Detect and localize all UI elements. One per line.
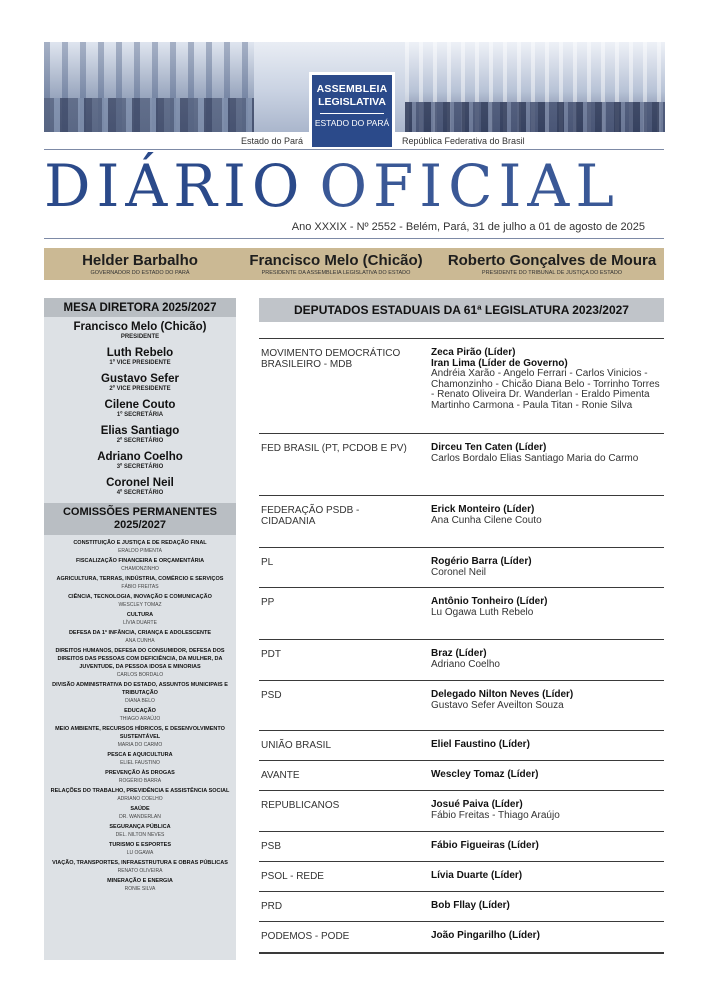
party-row	[259, 433, 664, 495]
official-name: Helder Barbalho	[82, 252, 198, 269]
official-court-president	[442, 252, 662, 276]
party-row	[259, 891, 664, 921]
commission-name: CIÊNCIA, TECNOLOGIA, INOVAÇÃO E COMUNICAÇÃO	[68, 594, 212, 600]
party-name: PSD	[261, 690, 282, 701]
party-deputies	[431, 901, 661, 912]
commission-item	[44, 769, 236, 785]
party-row	[259, 921, 664, 951]
commission-name: FISCALIZAÇÃO FINANCEIRA E ORÇAMENTÁRIA	[75, 558, 205, 564]
commission-item	[44, 725, 236, 749]
commission-item	[44, 841, 236, 857]
commission-president: CHAMONZINHO	[121, 566, 159, 572]
commission-item	[44, 629, 236, 645]
mesa-member-role: 1º SECRETÁRIA	[116, 412, 164, 418]
party-name: PP	[261, 597, 275, 608]
logo-line-2: LEGISLATIVA	[318, 96, 386, 108]
mesa-member-role: 3º SECRETÁRIO	[116, 464, 164, 470]
party-row	[259, 680, 664, 730]
mesa-member	[44, 425, 236, 444]
commission-president: FÁBIO FREITAS	[121, 584, 159, 590]
party-members: Gustavo Sefer Aveilton Souza	[431, 699, 564, 711]
commission-president: MARIA DO CARMO	[117, 742, 163, 748]
official-role: PRESIDENTE DO TRIBUNAL DE JUSTIÇA DO ESTADO	[481, 270, 623, 276]
party-deputies	[431, 740, 661, 751]
party-leader: Eliel Faustino (Líder)	[431, 739, 530, 750]
party-deputies	[431, 770, 661, 781]
masthead-word-diario: DIÁRIO	[44, 152, 306, 220]
official-role: GOVERNADOR DO ESTADO DO PARÁ	[90, 270, 190, 276]
commission-item	[44, 647, 236, 679]
commission-president: DEL. NILTON NEVES	[115, 832, 165, 838]
commission-president: RENATO OLIVEIRA	[117, 868, 163, 874]
masthead-title	[44, 154, 664, 218]
commission-president: ANA CUNHA	[125, 638, 155, 644]
party-deputies	[431, 871, 661, 882]
commission-president: WESCLEY TOMAZ	[118, 602, 162, 608]
party-deputies	[431, 800, 661, 821]
party-leader: Iran Lima (Líder de Governo)	[431, 357, 568, 369]
party-deputies	[431, 649, 661, 670]
party-members: Fábio Freitas - Thiago Araújo	[431, 809, 560, 821]
logo-line-1: ASSEMBLEIA	[316, 83, 388, 95]
party-leader: Antônio Tonheiro (Líder)	[431, 596, 548, 607]
party-row	[259, 831, 664, 861]
commission-president: ERALDO PIMENTA	[118, 548, 162, 554]
commission-name: SAÚDE	[130, 806, 150, 812]
commission-name: CONSTITUIÇÃO E JUSTIÇA E DE REDAÇÃO FINAL	[73, 540, 207, 546]
commission-item	[44, 611, 236, 627]
officials-band	[44, 248, 664, 280]
party-row	[259, 861, 664, 891]
mesa-member-name: Elias Santiago	[100, 425, 180, 437]
commissions-list	[44, 535, 236, 893]
commission-item	[44, 751, 236, 767]
party-leader: Erick Monteiro (Líder)	[431, 504, 535, 515]
official-name: Roberto Gonçalves de Moura	[447, 252, 657, 269]
official-name: Francisco Melo (Chicão)	[249, 252, 423, 269]
party-leader: Lívia Duarte (Líder)	[431, 870, 523, 881]
assembly-chamber-photo	[44, 42, 254, 132]
party-members: Andréia Xarão - Angelo Ferrari - Carlos Vinicios - Chamonzinho - Chicão Diana Belo - Torrinho Torres - Renato Oliveira Dr. Wanderlan - Eraldo Pimenta Martinho Carmona - Paula Titan - Ronie Silva	[431, 368, 660, 411]
deputies-title: DEPUTADOS ESTADUAIS DA 61ª LEGISLATURA 2023/2027	[259, 298, 664, 322]
mesa-member-role: 4º SECRETÁRIO	[116, 490, 164, 496]
party-deputies	[431, 443, 661, 464]
party-deputies	[431, 348, 661, 411]
commission-item	[44, 575, 236, 591]
mesa-members	[44, 317, 236, 496]
republic-label: República Federativa do Brasil	[402, 136, 525, 146]
mesa-member-name: Francisco Melo (Chicão)	[73, 321, 207, 333]
header-rule-top	[44, 149, 664, 150]
commission-item	[44, 557, 236, 573]
party-row	[259, 495, 664, 547]
commission-item	[44, 593, 236, 609]
commission-name: RELAÇÕES DO TRABALHO, PREVIDÊNCIA E ASSISTÊNCIA SOCIAL	[50, 788, 230, 794]
assembly-building-photo	[405, 42, 665, 132]
party-row	[259, 760, 664, 790]
party-deputies	[431, 690, 661, 711]
mesa-member-name: Gustavo Sefer	[101, 373, 179, 385]
party-leader: Rogério Barra (Líder)	[431, 556, 532, 567]
commission-name: EDUCAÇÃO	[124, 708, 156, 714]
commission-name: CULTURA	[126, 612, 154, 618]
commission-president: DIANA BELO	[125, 698, 155, 704]
commission-item	[44, 681, 236, 705]
commission-president: ADRIANO COELHO	[117, 796, 163, 802]
party-deputies	[431, 841, 661, 852]
party-name: AVANTE	[261, 770, 300, 781]
party-deputies	[431, 931, 661, 942]
party-row	[259, 730, 664, 760]
party-members: Coronel Neil	[431, 566, 487, 578]
party-name: REPUBLICANOS	[261, 800, 340, 811]
party-deputies	[431, 597, 661, 618]
party-deputies	[431, 557, 661, 578]
assembly-logo	[309, 72, 395, 150]
commission-president: LÍVIA DUARTE	[123, 620, 157, 626]
party-name: FEDERAÇÃO PSDB - CIDADANIA	[261, 505, 360, 527]
commission-name: SEGURANÇA PÚBLICA	[109, 824, 171, 830]
mesa-member	[44, 321, 236, 340]
mesa-member-name: Coronel Neil	[106, 477, 174, 489]
commission-name: DIREITOS HUMANOS, DEFESA DO CONSUMIDOR, DEFESA DOS DIREITOS DAS PESSOAS COM DEFICIÊNCIA, DA MULHER, DA JUVENTUDE, DA PESSOA IDOSA E MINORIAS	[55, 648, 225, 670]
commission-president: ROGÉRIO BARRA	[118, 778, 162, 784]
party-leader: Delegado Nilton Neves (Líder)	[431, 689, 574, 700]
mesa-member-name: Luth Rebelo	[106, 347, 174, 359]
mesa-member-name: Adriano Coelho	[97, 451, 183, 463]
commission-item	[44, 823, 236, 839]
commissions-title-line2: 2025/2027	[114, 519, 166, 531]
commission-name: MINERAÇÃO E ENERGIA	[107, 878, 173, 884]
mesa-member	[44, 373, 236, 392]
commission-name: VIAÇÃO, TRANSPORTES, INFRAESTRUTURA E OBRAS PÚBLICAS	[52, 860, 228, 866]
table-bottom-rule	[259, 952, 664, 954]
commissions-title	[44, 503, 236, 535]
party-name: PDT	[261, 649, 281, 660]
sidebar	[44, 298, 236, 960]
party-name: PSOL - REDE	[261, 871, 324, 882]
official-assembly-president	[236, 252, 436, 276]
party-row	[259, 639, 664, 680]
commission-president: DR. WANDERLAN	[119, 814, 161, 820]
logo-divider	[320, 113, 384, 114]
party-deputies	[431, 505, 661, 526]
party-leader: Josué Paiva (Líder)	[431, 799, 523, 810]
mesa-member	[44, 347, 236, 366]
commission-item	[44, 787, 236, 803]
party-members: Lu Ogawa Luth Rebelo	[431, 606, 534, 618]
party-leader: Bob Fllay (Líder)	[431, 900, 510, 911]
commission-president: CARLOS BORDALO	[116, 672, 164, 678]
party-row	[259, 547, 664, 587]
party-leader: João Pingarilho (Líder)	[431, 930, 540, 941]
commission-name: TURISMO E ESPORTES	[108, 842, 172, 848]
party-row	[259, 338, 664, 433]
masthead-word-oficial: OFICIAL	[319, 152, 620, 220]
mesa-member	[44, 477, 236, 496]
commission-name: DEFESA DA 1ª INFÂNCIA, CRIANÇA E ADOLESCENTE	[68, 630, 212, 636]
party-members: Carlos Bordalo Elias Santiago Maria do Carmo	[431, 452, 639, 464]
mesa-member-name: Cilene Couto	[104, 399, 176, 411]
party-leader: Wescley Tomaz (Líder)	[431, 769, 539, 780]
party-name: UNIÃO BRASIL	[261, 740, 332, 751]
commission-name: DIVISÃO ADMINISTRATIVA DO ESTADO, ASSUNTOS MUNICIPAIS E TRIBUTAÇÃO	[52, 682, 228, 696]
commission-president: ELIEL FAUSTINO	[120, 760, 160, 766]
party-name: PRD	[261, 901, 283, 912]
commission-president: RONIE SILVA	[124, 886, 156, 892]
commission-item	[44, 859, 236, 875]
mesa-member	[44, 399, 236, 418]
party-members: Adriano Coelho	[431, 658, 500, 670]
commission-president: THIAGO ARAÚJO	[119, 716, 161, 722]
party-name: PL	[261, 557, 274, 568]
commission-president: LU OGAWA	[126, 850, 154, 856]
commission-item	[44, 707, 236, 723]
edition-info: Ano XXXIX - Nº 2552 - Belém, Pará, 31 de julho a 01 de agosto de 2025	[291, 221, 645, 233]
party-name: MOVIMENTO DEMOCRÁTICO BRASILEIRO - MDB	[261, 348, 401, 370]
mesa-member	[44, 451, 236, 470]
mesa-member-role: PRESIDENTE	[120, 334, 160, 340]
commission-name: MEIO AMBIENTE, RECURSOS HÍDRICOS, E DESENVOLVIMENTO SUSTENTÁVEL	[55, 726, 225, 740]
party-name: PODEMOS - PODE	[261, 931, 350, 942]
party-row	[259, 790, 664, 831]
party-leader: Zeca Pirão (Líder)	[431, 347, 516, 358]
commission-name: PESCA E AQUICULTURA	[107, 752, 173, 758]
state-label: Estado do Pará	[240, 136, 303, 146]
party-members: Ana Cunha Cilene Couto	[431, 514, 542, 526]
official-governor	[50, 252, 230, 276]
logo-line-3: ESTADO DO PARÁ	[314, 118, 390, 128]
header-rule-bottom	[44, 238, 664, 239]
party-leader: Braz (Líder)	[431, 648, 487, 659]
mesa-member-role: 2º SECRETÁRIO	[116, 438, 164, 444]
party-leader: Fábio Figueiras (Líder)	[431, 840, 539, 851]
mesa-member-role: 2º VICE PRESIDENTE	[109, 386, 171, 392]
commission-item	[44, 805, 236, 821]
official-role: PRESIDENTE DA ASSEMBLEIA LEGISLATIVA DO ESTADO	[261, 270, 411, 276]
commission-item	[44, 539, 236, 555]
party-row	[259, 587, 664, 639]
commission-name: AGRICULTURA, TERRAS, INDÚSTRIA, COMÉRCIO E SERVIÇOS	[56, 576, 224, 582]
party-name: PSB	[261, 841, 282, 852]
deputies-table	[259, 338, 664, 951]
party-leader: Dirceu Ten Caten (Líder)	[431, 442, 547, 453]
mesa-member-role: 1º VICE PRESIDENTE	[109, 360, 171, 366]
commissions-title-line1: COMISSÕES PERMANENTES	[62, 506, 218, 518]
mesa-diretora-title: MESA DIRETORA 2025/2027	[44, 298, 236, 317]
commission-name: PREVENÇÃO ÀS DROGAS	[105, 770, 175, 776]
party-name: FED BRASIL (PT, PCDOB E PV)	[261, 443, 407, 454]
commission-item	[44, 877, 236, 893]
